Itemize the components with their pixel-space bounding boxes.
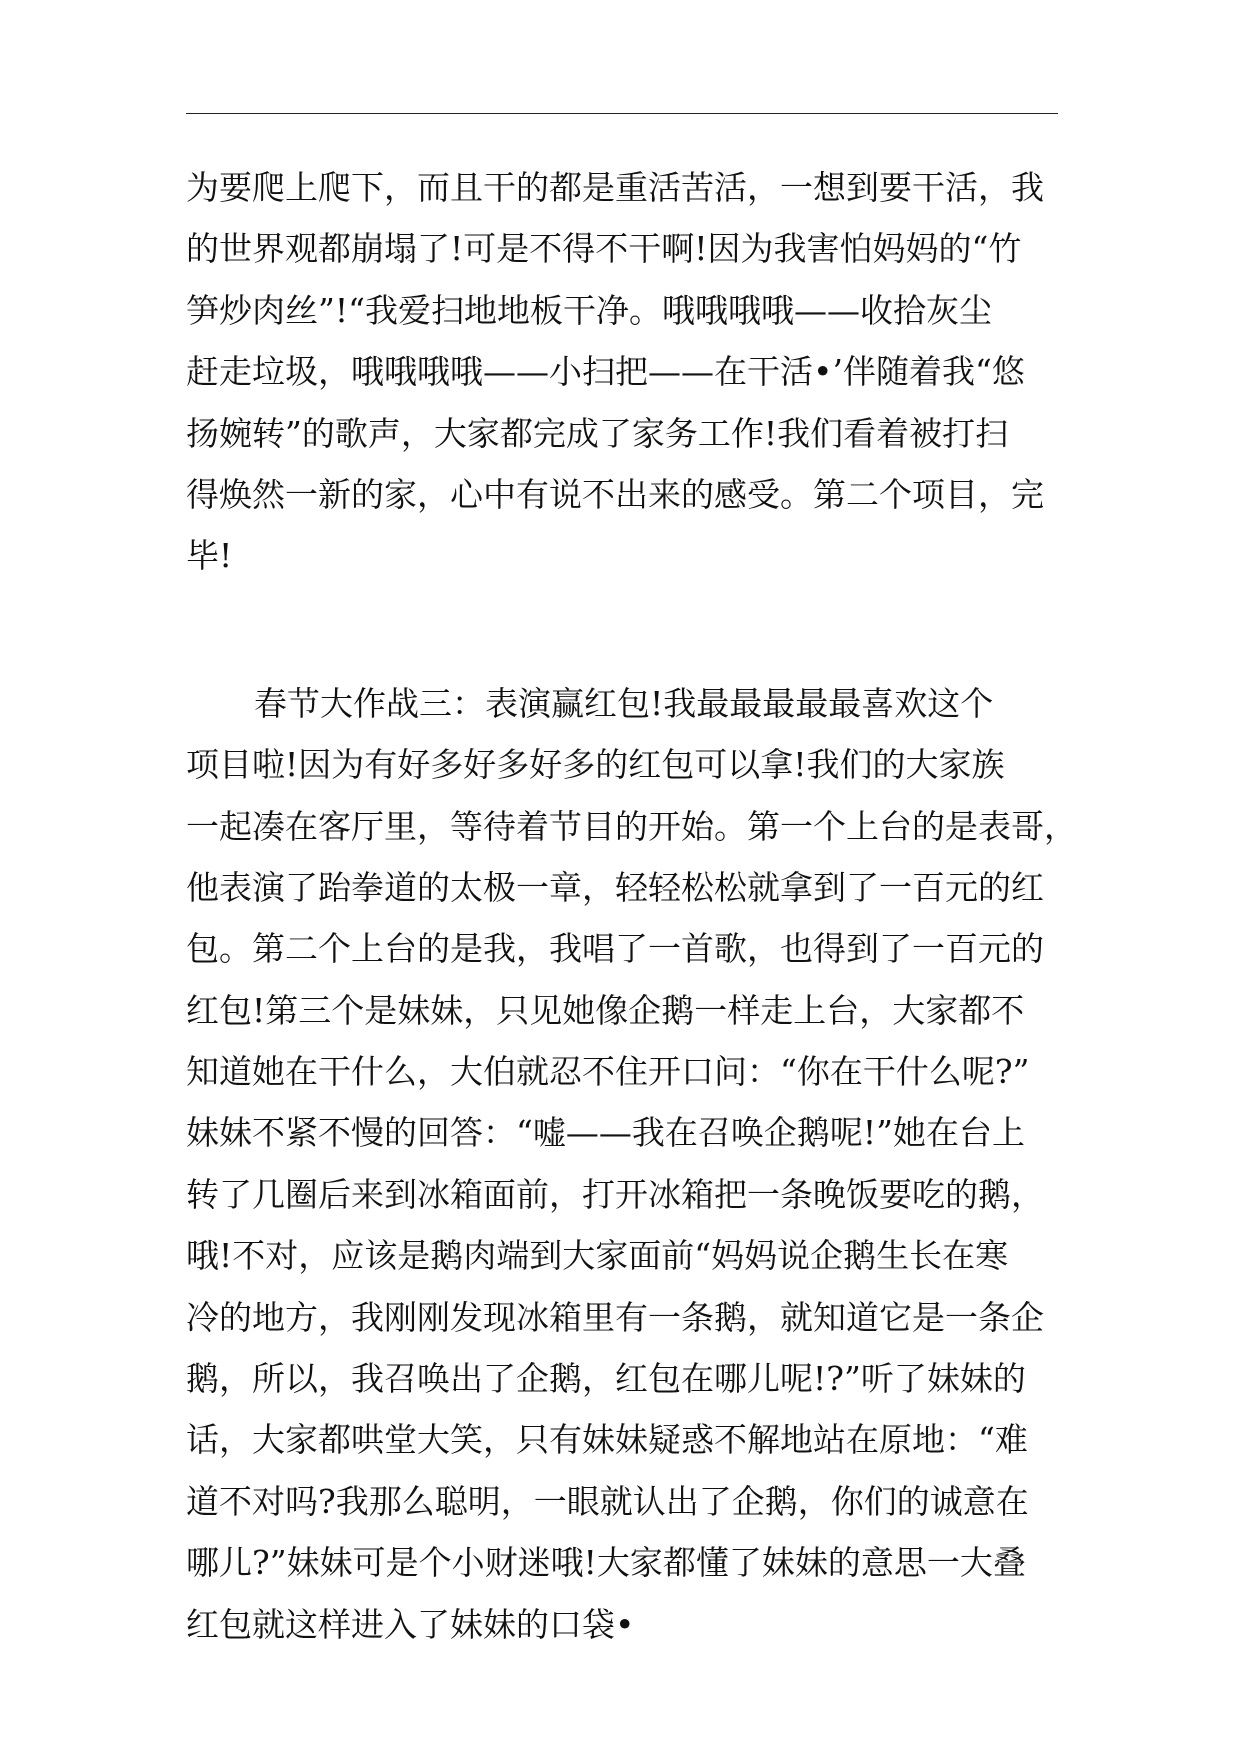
text-line: 毕! xyxy=(186,536,233,576)
text-line: 红包就这样进入了妹妹的口袋• xyxy=(186,1604,635,1644)
text-line: 冷的地方，我刚刚发现冰箱里有一条鹅，就知道它是一条企 xyxy=(186,1297,1044,1337)
text-line: 妹妹不紧不慢的回答：“嘘——我在召唤企鹅呢!”她在台上 xyxy=(186,1113,1026,1153)
text-line: 的世界观都崩塌了!可是不得不干啊!因为我害怕妈妈的“竹 xyxy=(186,229,1022,269)
text-line: 他表演了跆拳道的太极一章，轻轻松松就拿到了一百元的红 xyxy=(186,867,1044,907)
text-line: 得焕然一新的家，心中有说不出来的感受。第二个项目，完 xyxy=(186,474,1044,514)
text-line: 笋炒肉丝”!“我爱扫地地板干净。哦哦哦哦——收拾灰尘 xyxy=(186,290,993,330)
text-line: 哦!不对，应该是鹅肉端到大家面前“妈妈说企鹅生长在寒 xyxy=(186,1236,1009,1276)
text-line: 春节大作战三：表演赢红包!我最最最最最喜欢这个 xyxy=(254,683,994,723)
text-line: 红包!第三个是妹妹，只见她像企鹅一样走上台，大家都不 xyxy=(186,990,1025,1030)
text-line: 知道她在干什么，大伯就忍不住开口问：“你在干什么呢?” xyxy=(186,1052,1030,1092)
text-line: 鹅，所以，我召唤出了企鹅，红包在哪儿呢!?”听了妹妹的 xyxy=(186,1359,1026,1399)
text-line: 话，大家都哄堂大笑，只有妹妹疑惑不解地站在原地：“难 xyxy=(186,1420,1028,1460)
header-rule xyxy=(186,113,1058,114)
text-line: 为要爬上爬下，而且干的都是重活苦活，一想到要干活，我 xyxy=(186,168,1044,207)
text-line: 道不对吗?我那么聪明，一眼就认出了企鹅，你们的诚意在 xyxy=(186,1481,1029,1521)
paragraph-2 xyxy=(186,673,1077,1655)
text-line: 项目啦!因为有好多好多好多的红包可以拿!我们的大家族 xyxy=(186,745,1005,785)
text-line: 包。第二个上台的是我，我唱了一首歌，也得到了一百元的 xyxy=(186,929,1044,969)
text-line: 转了几圈后来到冰箱面前，打开冰箱把一条晚饭要吃的鹅， xyxy=(186,1174,1044,1214)
document-body xyxy=(186,157,1077,1655)
text-line: 扬婉转”的歌声，大家都完成了家务工作!我们看着被打扫 xyxy=(186,413,1009,453)
text-line: 一起凑在客厅里，等待着节目的开始。第一个上台的是表哥， xyxy=(186,806,1077,846)
paragraph-1 xyxy=(186,157,1066,587)
text-line: 哪儿?”妹妹可是个小财迷哦!大家都懂了妹妹的意思一大叠 xyxy=(186,1543,1026,1583)
text-line: 赶走垃圾，哦哦哦哦——小扫把——在干活•’伴随着我“悠 xyxy=(186,352,1025,392)
paragraph-spacer xyxy=(186,587,1066,673)
